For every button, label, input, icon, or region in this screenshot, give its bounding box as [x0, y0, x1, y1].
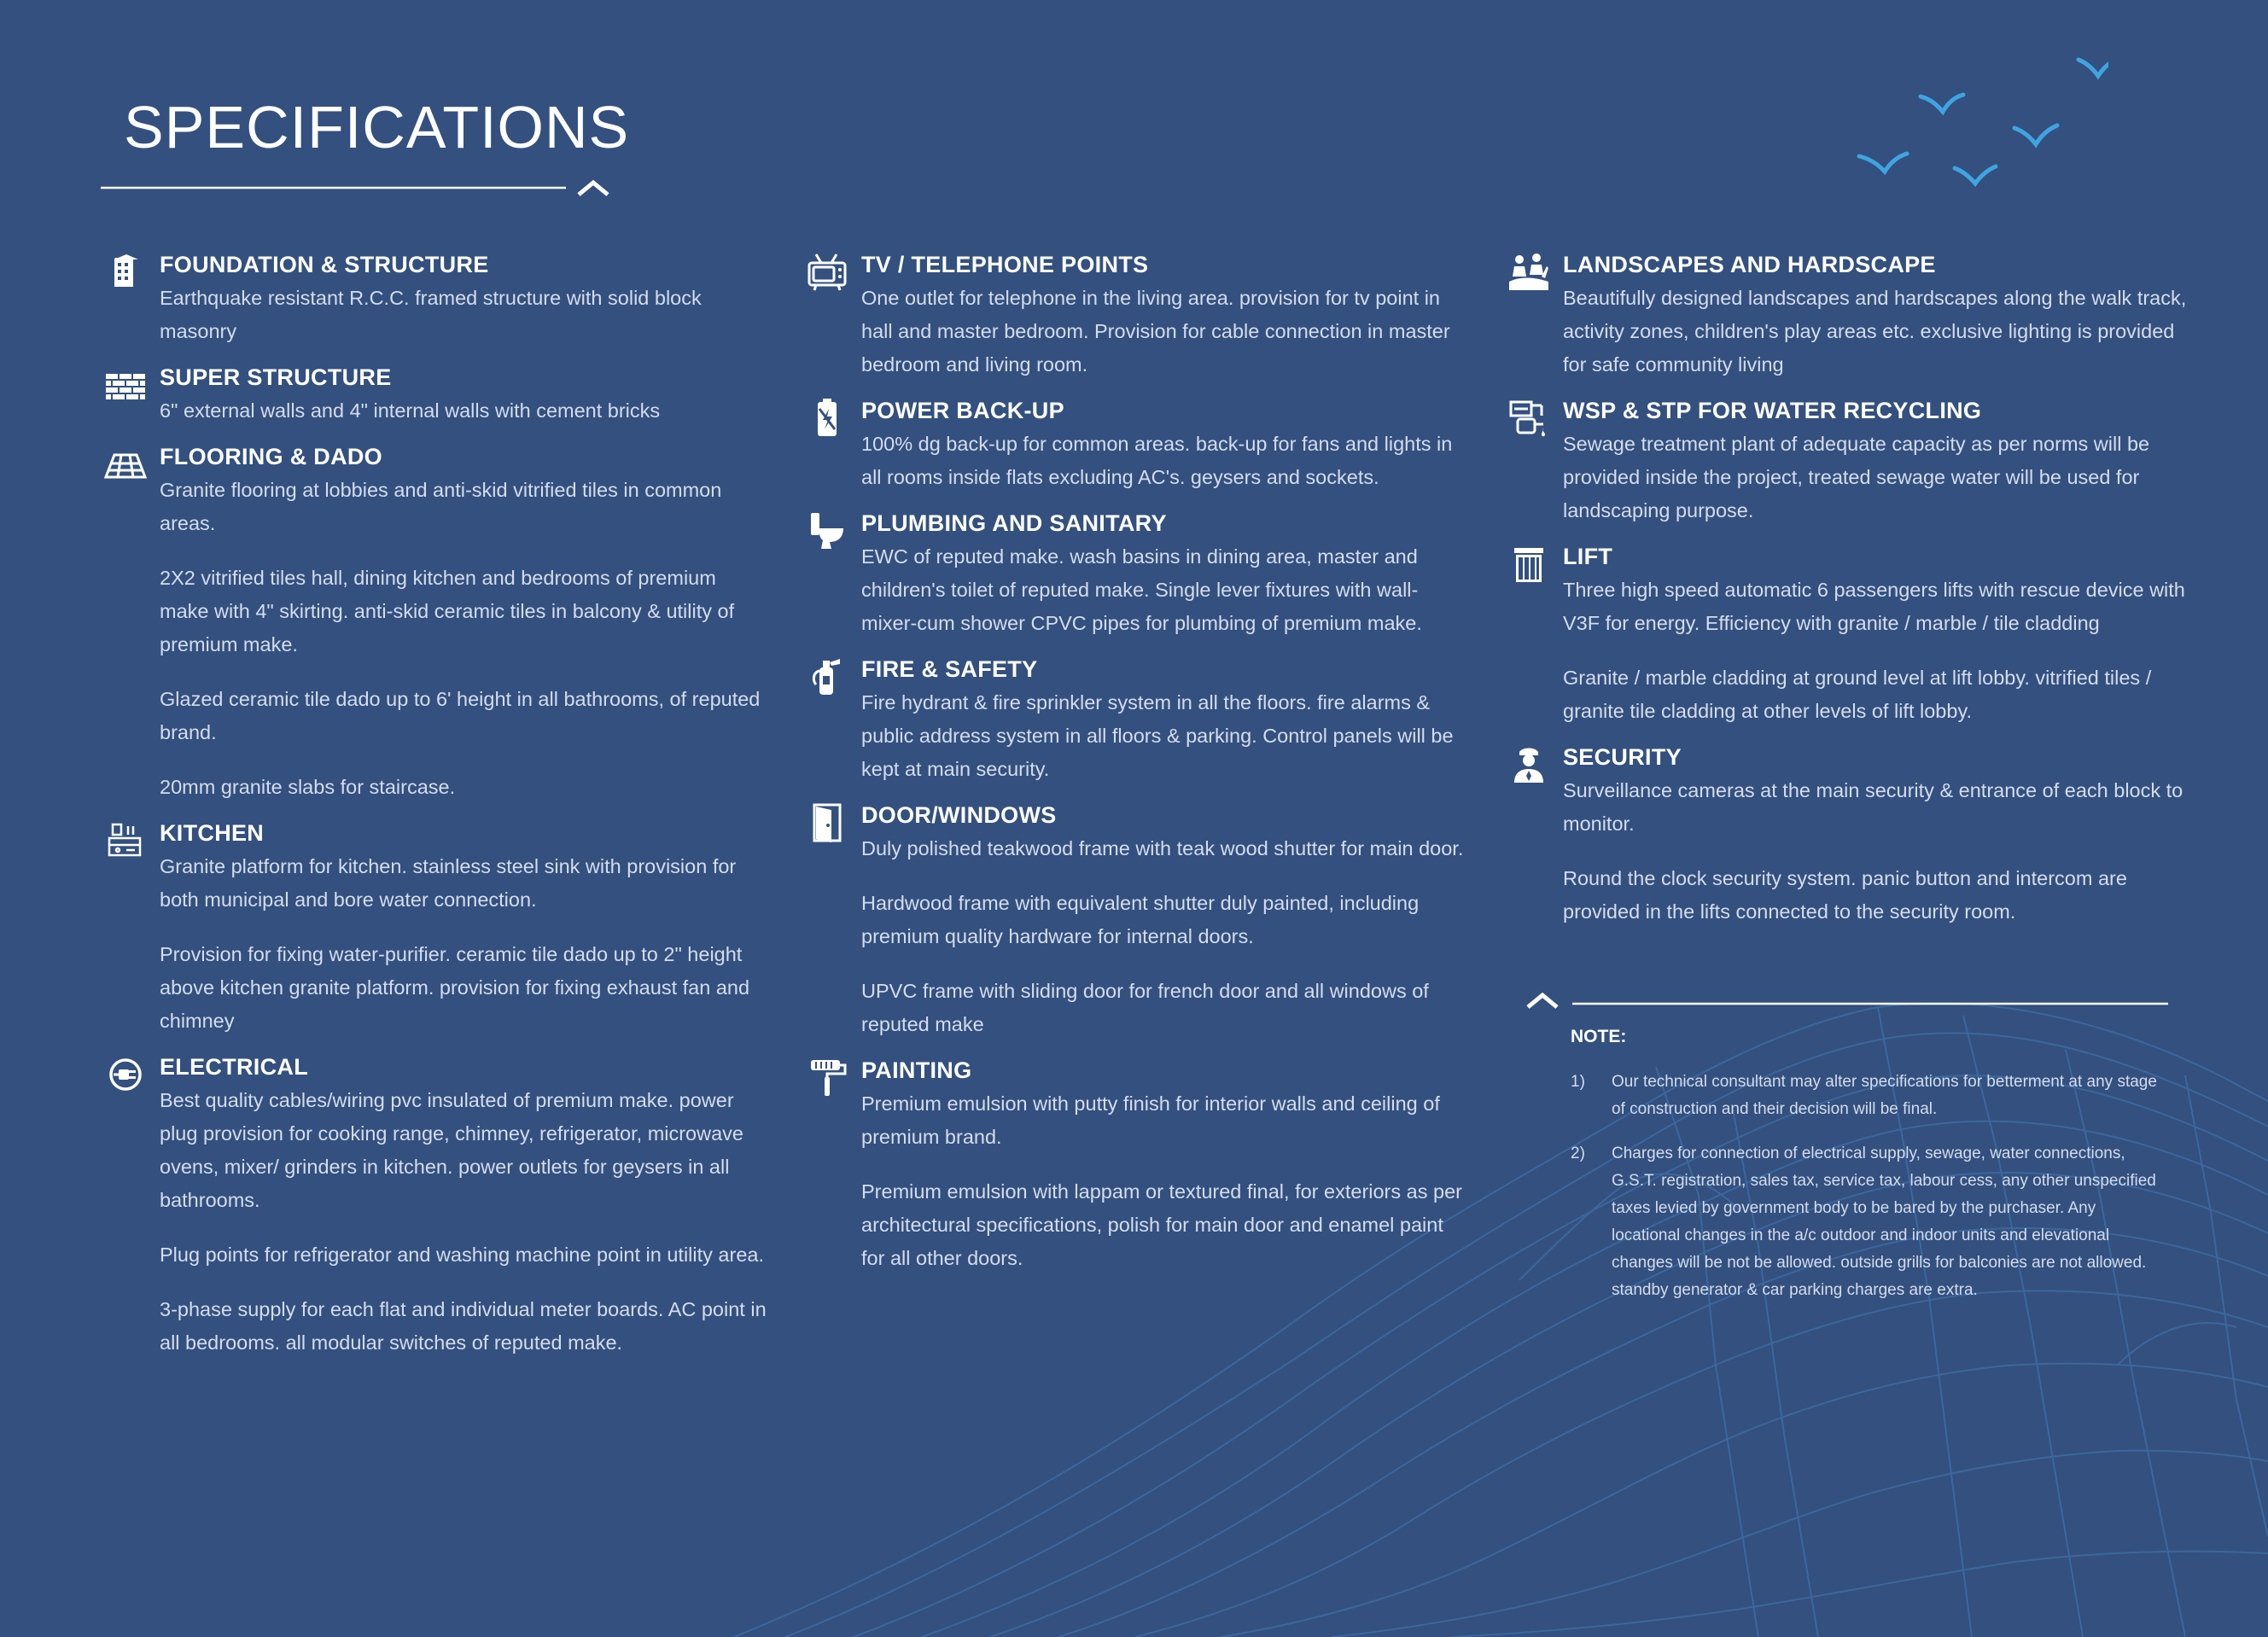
section-title: FIRE & SAFETY: [861, 656, 1038, 682]
section-fire-safety: [806, 652, 1472, 786]
section-text: 6" external walls and 4" internal walls with cement bricks: [160, 399, 661, 422]
note-list: [1571, 1069, 2168, 1304]
column-middle: [806, 248, 1472, 1287]
section-text: Beautifully designed landscapes and hardscapes along the walk track, activity zones, children's play areas etc. exclusive lighting is provided for safe community living: [1563, 287, 2187, 376]
section-text: One outlet for telephone in the living area. provision for tv point in hall and master bedroom. Provision for cable connection in master bedroom and living room.: [861, 287, 1450, 376]
section-electrical: [104, 1050, 770, 1360]
section-lift: [1507, 539, 2190, 728]
section-text: Provision for fixing water-purifier. ceramic tile dado up to 2" height above kitchen granite platform. provision for fixing exhaust fan and chimney: [160, 943, 750, 1032]
section-foundation: [104, 248, 770, 348]
elevator-icon: [1507, 543, 1550, 585]
section-landscapes: [1507, 248, 2190, 382]
section-wsp-stp: [1507, 393, 2190, 527]
section-kitchen: [104, 816, 770, 1038]
note-item-number: 1): [1571, 1073, 1585, 1091]
brick-wall-icon: [104, 364, 147, 406]
section-text: Three high speed automatic 6 passengers lifts with rescue device with V3F for energy. Efficiency with granite / marble / tile cladding: [1563, 579, 2185, 634]
section-title: SECURITY: [1563, 744, 1682, 770]
section-text: 2X2 vitrified tiles hall, dining kitchen and bedrooms of premium make with 4" skirting. anti-skid ceramic tiles in balcony & utility of premium make.: [160, 567, 735, 655]
section-text: Best quality cables/wiring pvc insulated of premium make. power plug provision for cooking range, chimney, refrigerator, microwave ovens, mixer/ grinders in kitchen. power outlets for geysers in all bathrooms.: [160, 1089, 743, 1211]
section-title: LANDSCAPES AND HARDSCAPE: [1563, 252, 1936, 277]
floor-tiles-icon: [104, 443, 147, 486]
security-guard-icon: [1507, 743, 1550, 786]
note-item-number: 2): [1571, 1145, 1585, 1162]
section-painting: [806, 1053, 1472, 1275]
section-text: UPVC frame with sliding door for french door and all windows of reputed make: [861, 980, 1429, 1035]
landscape-people-icon: [1507, 251, 1550, 294]
door-icon: [806, 801, 848, 844]
paint-roller-icon: [806, 1057, 848, 1099]
section-text: 20mm granite slabs for staircase.: [160, 776, 456, 798]
column-right: [1507, 248, 2190, 941]
section-text: Hardwood frame with equivalent shutter duly painted, including premium quality hardware for internal doors.: [861, 892, 1420, 947]
section-text: 3-phase supply for each flat and individual meter boards. AC point in all bedrooms. all modular switches of reputed make.: [160, 1298, 767, 1354]
section-text: Premium emulsion with putty finish for interior walls and ceiling of premium brand.: [861, 1092, 1440, 1148]
section-text: Sewage treatment plant of adequate capacity as per norms will be provided inside the project, treated sewage water will be used for landscaping purpose.: [1563, 433, 2150, 521]
note-item-text: Charges for connection of electrical supply, sewage, water connections, G.S.T. registration, sales tax, service tax, labour cess, any other unspecified taxes levied by government body to be bared by the purchaser. Any locational changes in the a/c outdoor and indoor units and elevational changes will be not be allowed. outside grills for balconies are not allowed. standby generator & car parking charges are extra.: [1612, 1145, 2156, 1299]
section-title: FOUNDATION & STRUCTURE: [160, 252, 489, 277]
section-text: 100% dg back-up for common areas. back-up for fans and lights in all rooms inside flats excluding AC's. geysers and sockets.: [861, 433, 1453, 488]
water-tap-icon: [1507, 397, 1550, 440]
section-text: Premium emulsion with lappam or textured final, for exteriors as per architectural specifications, polish for main door and enamel paint for all other doors.: [861, 1180, 1462, 1269]
battery-icon: [806, 397, 848, 440]
kitchen-icon: [104, 819, 147, 862]
note-item: [1571, 1069, 2168, 1123]
note-section: [1571, 1024, 2168, 1321]
plug-icon: [104, 1053, 147, 1096]
section-text: Granite / marble cladding at ground level at lift lobby. vitrified tiles / granite tile cladding at other levels of lift lobby.: [1563, 667, 2152, 722]
section-security: [1507, 740, 2190, 929]
section-title: PLUMBING AND SANITARY: [861, 510, 1167, 536]
section-text: EWC of reputed make. wash basins in dining area, master and children's toilet of reputed make. Single lever fixtures with wall-mixer-cum shower CPVC pipes for plumbing of premium make.: [861, 545, 1422, 634]
page-title: SPECIFICATIONS: [124, 94, 630, 160]
column-left: [104, 248, 770, 1372]
section-text: Granite platform for kitchen. stainless steel sink with provision for both municipal and bore water connection.: [160, 855, 737, 911]
section-title: WSP & STP FOR WATER RECYCLING: [1563, 398, 1982, 423]
section-text: Earthquake resistant R.C.C. framed structure with solid block masonry: [160, 287, 702, 342]
section-title: KITCHEN: [160, 820, 265, 846]
note-divider-chevron: [1525, 988, 2168, 1014]
section-title: LIFT: [1563, 544, 1613, 569]
section-text: Plug points for refrigerator and washing machine point in utility area.: [160, 1244, 764, 1266]
section-title: PAINTING: [861, 1057, 972, 1083]
note-item-text: Our technical consultant may alter specifications for betterment at any stage of construction and their decision will be final.: [1612, 1073, 2157, 1118]
section-tv-telephone: [806, 248, 1472, 382]
section-title: TV / TELEPHONE POINTS: [861, 252, 1149, 277]
section-title: POWER BACK-UP: [861, 398, 1064, 423]
birds-icon: [1852, 47, 2108, 192]
section-text: Granite flooring at lobbies and anti-skid vitrified tiles in common areas.: [160, 479, 722, 534]
fire-extinguisher-icon: [806, 655, 848, 698]
note-title: NOTE:: [1571, 1027, 1627, 1046]
section-text: Glazed ceramic tile dado up to 6' height in all bathrooms, of reputed brand.: [160, 688, 761, 743]
section-text: Fire hydrant & fire sprinkler system in all the floors. fire alarms & public address system in all floors & parking. Control panels will be kept at main security.: [861, 691, 1454, 780]
section-power-backup: [806, 393, 1472, 494]
section-text: Round the clock security system. panic button and intercom are provided in the lifts connected to the security room.: [1563, 867, 2127, 923]
section-door-windows: [806, 798, 1472, 1041]
title-underline-chevron: [101, 178, 613, 198]
section-text: Surveillance cameras at the main security & entrance of each block to monitor.: [1563, 779, 2183, 835]
toilet-icon: [806, 510, 848, 552]
section-flooring: [104, 440, 770, 804]
section-title: DOOR/WINDOWS: [861, 802, 1057, 828]
section-title: ELECTRICAL: [160, 1054, 308, 1080]
note-item: [1571, 1140, 2168, 1304]
section-title: FLOORING & DADO: [160, 444, 382, 469]
section-super-structure: [104, 360, 770, 428]
tv-icon: [806, 251, 848, 294]
building-icon: [104, 251, 147, 294]
section-text: Duly polished teakwood frame with teak wood shutter for main door.: [861, 837, 1464, 859]
section-title: SUPER STRUCTURE: [160, 364, 392, 390]
section-plumbing: [806, 506, 1472, 640]
